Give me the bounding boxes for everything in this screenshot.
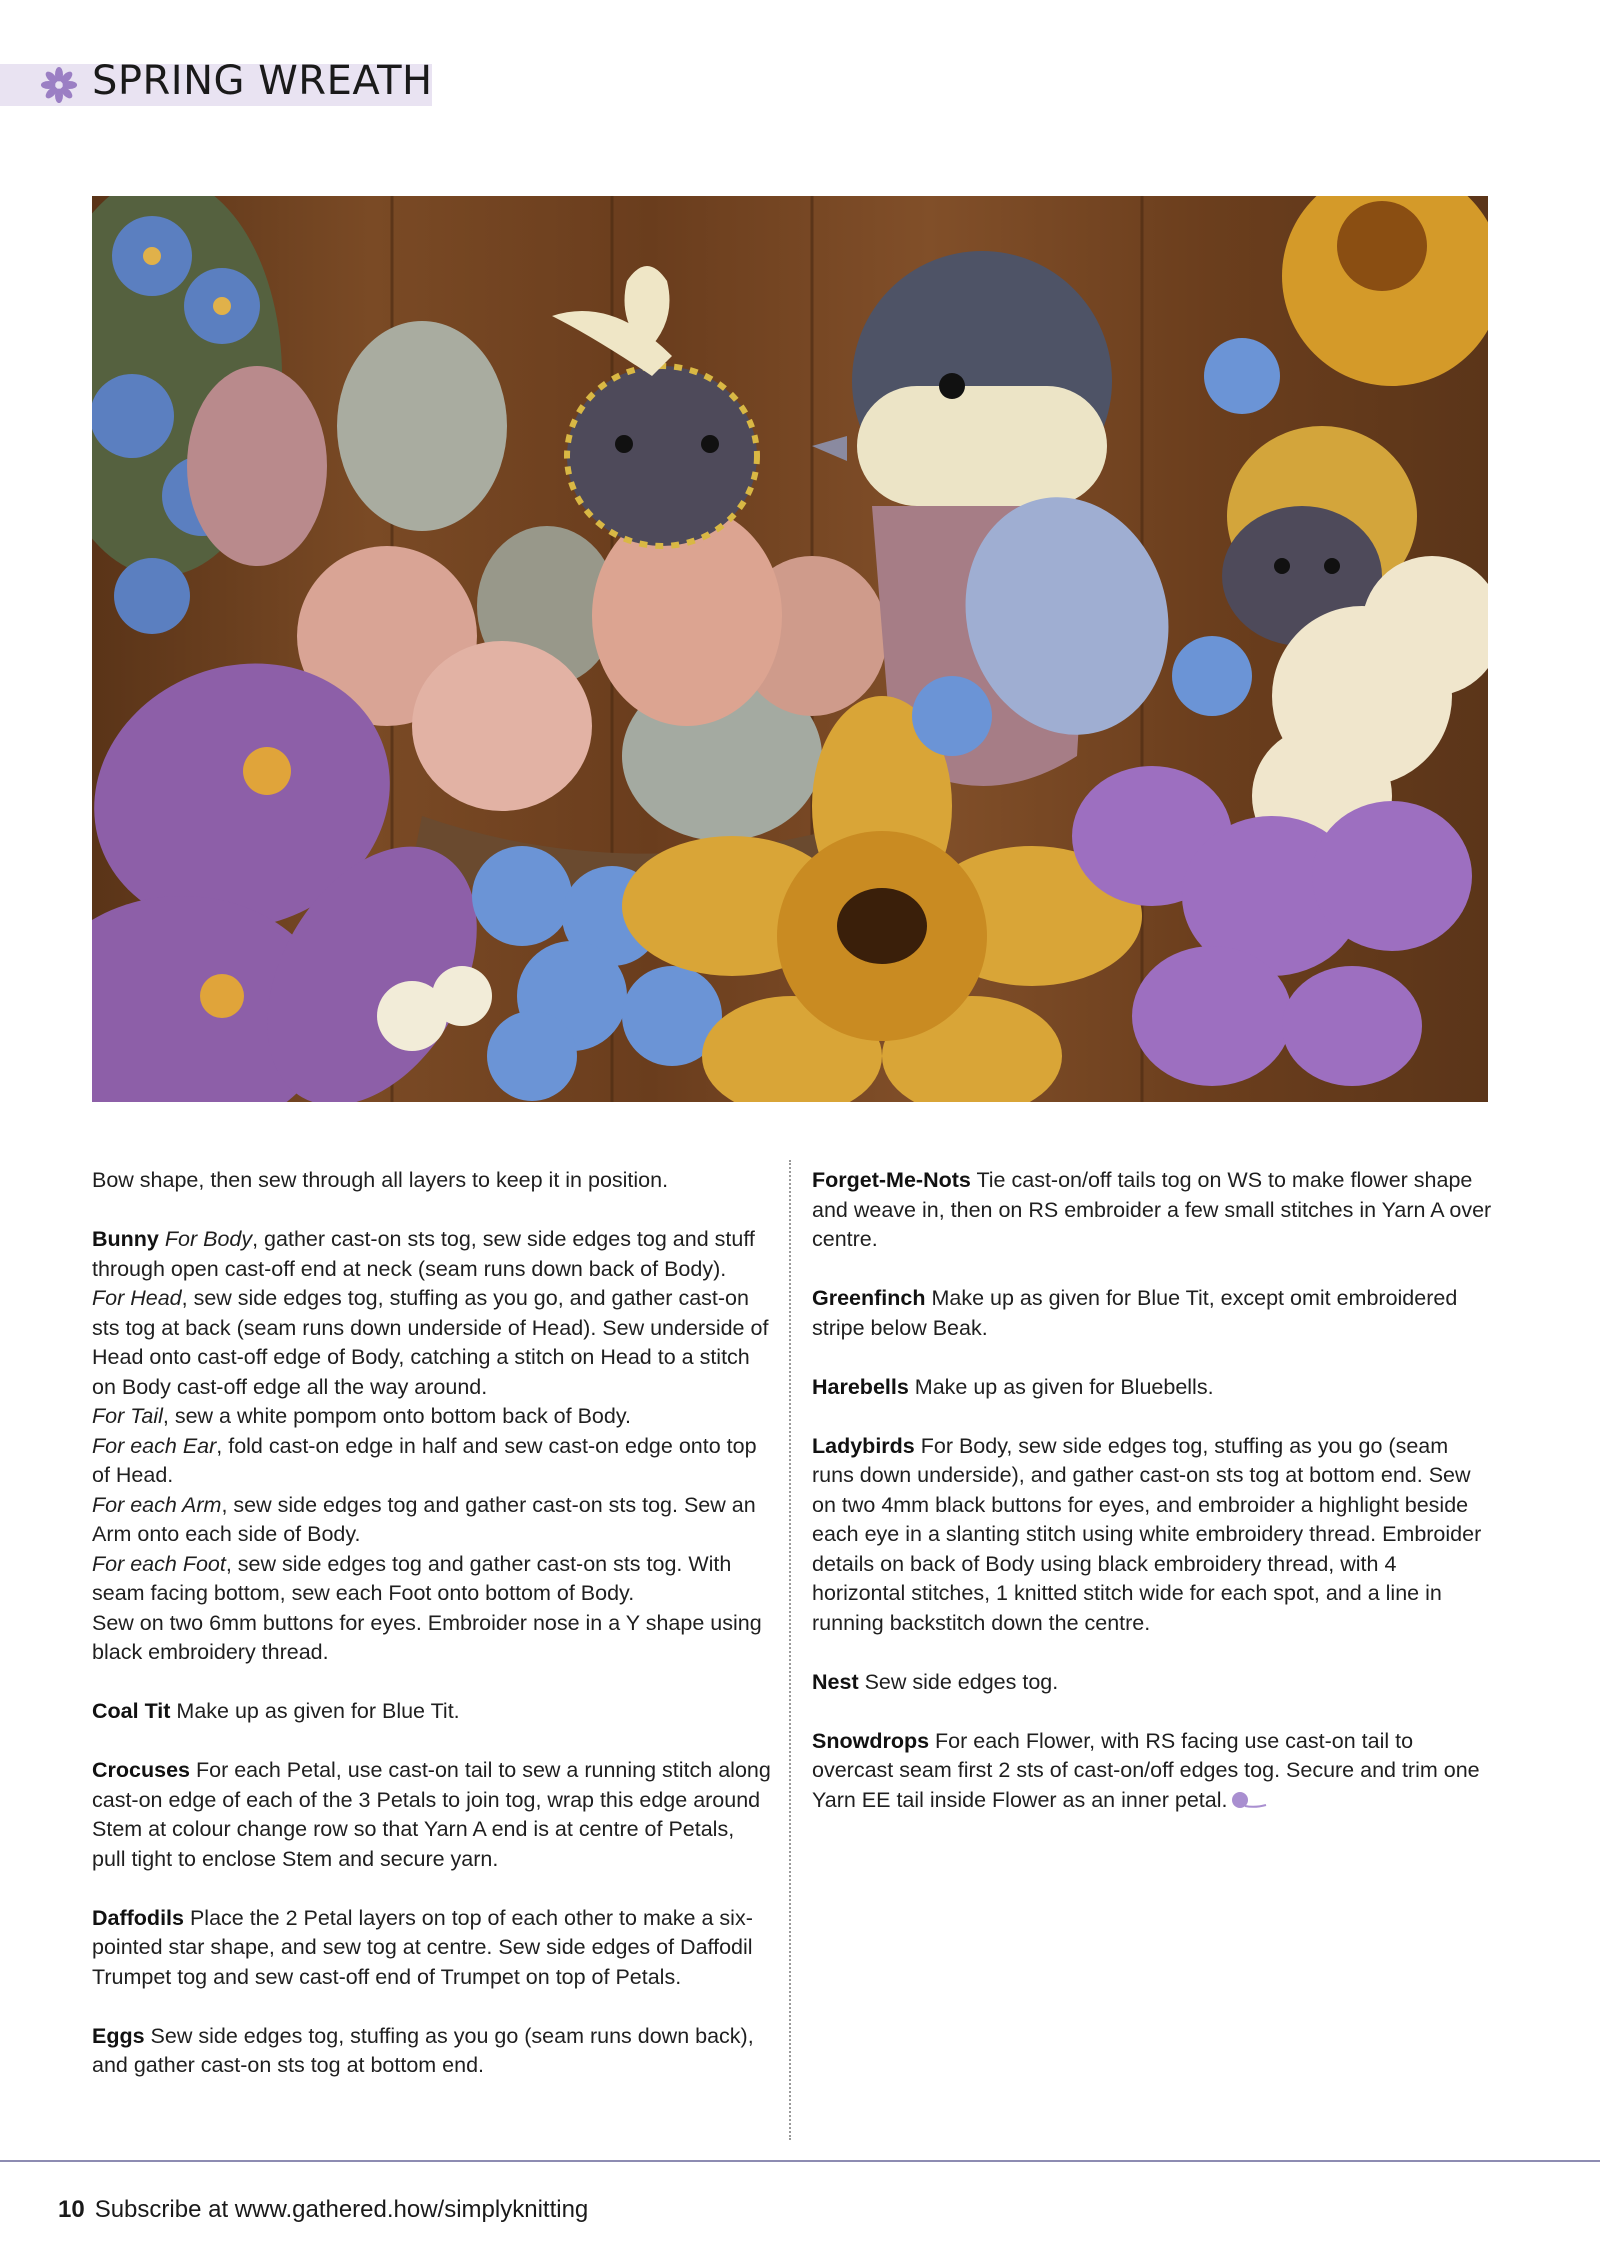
bunny-head-text: , sew side edges tog, stuffing as you go, and gather cast-on sts tog at back (seam runs down underside of Head). Sew underside of Head onto cast-off edge of Body, catching a stitch on Head to a stitch on Body cast-off edge all the way around. bbox=[92, 1286, 769, 1399]
bunny-eyes-text: Sew on two 6mm buttons for eyes. Embroider nose in a Y shape using black embroidery thread. bbox=[92, 1610, 762, 1664]
snowdrops-text: For each Flower, with RS facing use cast-on tail to overcast seam first 2 sts of cast-on/off edges tog. Secure and trim one Yarn EE tail inside Flower as an inner petal. bbox=[812, 1728, 1480, 1812]
page-title: SPRING WREATH bbox=[92, 58, 433, 104]
bunny-ear-text: , fold cast-on edge in half and sew cast-on edge onto top of Head. bbox=[92, 1433, 757, 1487]
eggs-section bbox=[92, 2022, 772, 2081]
bunny-section bbox=[92, 1225, 772, 1668]
bunny-foot-text: , sew side edges tog and gather cast-on sts tog. With seam facing bottom, sew each Foot onto bottom of Body. bbox=[92, 1551, 732, 1605]
snowdrops-heading: Snowdrops bbox=[812, 1728, 930, 1753]
greenfinch-section bbox=[812, 1284, 1492, 1343]
crocuses-heading: Crocuses bbox=[92, 1758, 190, 1782]
eggs-text: Sew side edges tog, stuffing as you go (seam runs down back), and gather cast-on sts tog at bottom end. bbox=[92, 2023, 754, 2077]
crocuses-section bbox=[92, 1756, 772, 1874]
left-column bbox=[92, 1166, 772, 2110]
coal-tit-heading: Coal Tit bbox=[92, 1699, 171, 1723]
daffodils-section bbox=[92, 1904, 772, 1993]
bunny-arm-text: , sew side edges tog and gather cast-on sts tog. Sew an Arm onto each side of Body. bbox=[92, 1492, 756, 1546]
daffodils-heading: Daffodils bbox=[92, 1905, 184, 1930]
snowdrops-section bbox=[812, 1727, 1492, 1816]
nest-heading: Nest bbox=[812, 1669, 859, 1694]
bunny-body-label: For Body bbox=[164, 1227, 253, 1251]
nest-text: Sew side edges tog. bbox=[858, 1669, 1059, 1694]
crocuses-text: For each Petal, use cast-on tail to sew a running stitch along cast-on edge of each of the 3 Petals to join tog, wrap this edge around Stem at colour change row so that Yarn A end is at centre of Petals, pull tight to enclose Stem and secure yarn. bbox=[92, 1758, 771, 1871]
right-column bbox=[812, 1166, 1492, 1845]
ladybirds-text: For Body, sew side edges tog, stuffing as you go (seam runs down underside), and gather cast-on sts tog at bottom end. Sew on two 4mm black buttons for eyes, and embroider a highlight beside each eye in a slanting stitch using white embroidery thread. Embroider details on back of Body using black embroidery thread, with 4 horizontal stitches, 1 knitted stitch wide for each spot, and a line in running backstitch down the centre. bbox=[812, 1433, 1482, 1635]
greenfinch-text: Make up as given for Blue Tit, except omit embroidered stripe below Beak. bbox=[812, 1286, 1458, 1340]
wreath-photo bbox=[92, 196, 1488, 1102]
intro-paragraph bbox=[92, 1166, 772, 1196]
footer-rule bbox=[0, 2160, 1600, 2162]
coal-tit-section bbox=[92, 1697, 772, 1727]
forget-me-nots-section bbox=[812, 1166, 1492, 1255]
ladybirds-heading: Ladybirds bbox=[812, 1433, 915, 1458]
bunny-head-label: For Head bbox=[92, 1286, 182, 1310]
bunny-heading: Bunny bbox=[92, 1227, 159, 1251]
greenfinch-heading: Greenfinch bbox=[812, 1286, 926, 1310]
yarn-ball-icon bbox=[1231, 1790, 1267, 1810]
forget-me-nots-heading: Forget-Me-Nots bbox=[812, 1168, 971, 1192]
page-number: 10 bbox=[58, 2196, 85, 2223]
footer bbox=[58, 2196, 588, 2224]
flower-icon bbox=[40, 66, 78, 104]
intro-text: Bow shape, then sew through all layers to keep it in position. bbox=[92, 1168, 669, 1192]
eggs-heading: Eggs bbox=[92, 2023, 145, 2048]
coal-tit-text: Make up as given for Blue Tit. bbox=[170, 1699, 460, 1723]
daffodils-text: Place the 2 Petal layers on top of each other to make a six-pointed star shape, and sew tog at centre. Sew side edges of Daffodil Trumpet tog and sew cast-off end of Trumpet on top of Petals. bbox=[92, 1905, 753, 1989]
subscribe-link[interactable]: Subscribe at www.gathered.how/simplyknitting bbox=[94, 2196, 589, 2223]
bunny-ear-label: For each Ear bbox=[92, 1433, 217, 1458]
ladybirds-section bbox=[812, 1432, 1492, 1639]
harebells-section bbox=[812, 1373, 1492, 1403]
bunny-tail-label: For Tail bbox=[92, 1404, 163, 1428]
forget-me-nots-text: Tie cast-on/off tails tog on WS to make flower shape and weave in, then on RS embroider a few small stitches in Yarn A over centre. bbox=[812, 1168, 1492, 1251]
harebells-heading: Harebells bbox=[812, 1374, 909, 1399]
bunny-body-text: , gather cast-on sts tog, sew side edges tog and stuff through open cast-off end at neck (seam runs down back of Body). bbox=[92, 1227, 755, 1281]
bunny-foot-label: For each Foot bbox=[92, 1551, 226, 1576]
harebells-text: Make up as given for Bluebells. bbox=[908, 1374, 1214, 1399]
nest-section bbox=[812, 1668, 1492, 1698]
column-divider bbox=[789, 1160, 791, 2140]
knitted-wreath-photo bbox=[92, 196, 1488, 1102]
bunny-tail-text: , sew a white pompom onto bottom back of Body. bbox=[162, 1404, 631, 1428]
bunny-arm-label: For each Arm bbox=[92, 1492, 222, 1517]
